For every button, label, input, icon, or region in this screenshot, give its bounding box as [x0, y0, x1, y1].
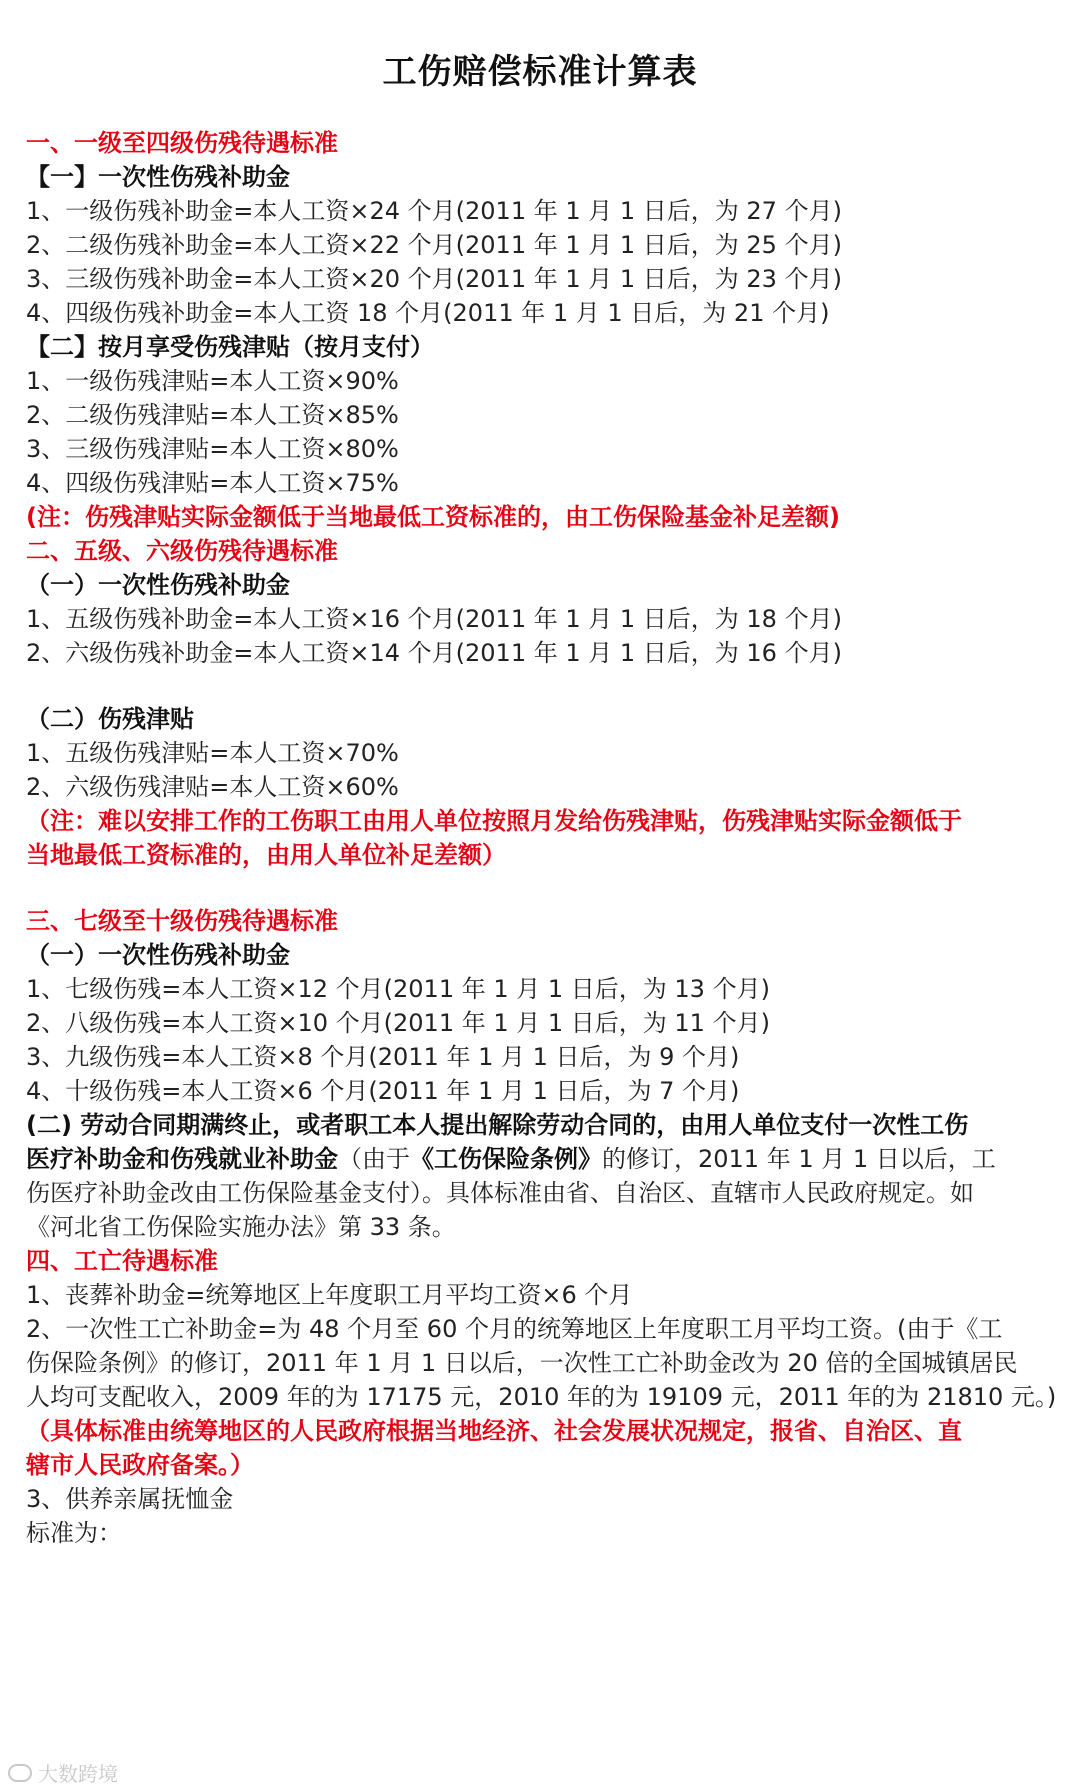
section-4-heading: 四、工亡待遇标准: [26, 1247, 218, 1275]
section-3-paragraph-line-4: 《河北省工伤保险实施办法》第 33 条。: [26, 1213, 456, 1241]
list-item-continuation: 伤保险条例》的修订，2011 年 1 月 1 日以后，一次性工亡补助金改为 20 倍的全国城镇居民: [26, 1349, 1018, 1377]
section-2-note-line-1: （注：难以安排工作的工伤职工由用人单位按照月发给伤残津贴，伤残津贴实际金额低于: [26, 807, 962, 835]
list-item: 1、七级伤残=本人工资×12 个月(2011 年 1 月 1 日后，为 13 个月): [26, 975, 770, 1003]
list-item: 2、一次性工亡补助金=为 48 个月至 60 个月的统筹地区上年度职工月平均工资。(由于《工: [26, 1315, 1003, 1343]
paragraph-bold-text: 医疗补助金和伤残就业补助金: [26, 1145, 338, 1173]
section-3-paragraph-line-3: 伤医疗补助金改由工伤保险基金支付）。具体标准由省、自治区、直辖市人民政府规定。如: [26, 1179, 974, 1207]
list-item: 1、五级伤残津贴=本人工资×70%: [26, 739, 399, 767]
section-3-heading: 三、七级至十级伤残待遇标准: [26, 907, 338, 935]
list-item: 2、二级伤残补助金=本人工资×22 个月(2011 年 1 月 1 日后，为 25 个月): [26, 231, 842, 259]
section-3-subheading-1: （一）一次性伤残补助金: [26, 941, 290, 969]
section-1-subheading-1: 【一】一次性伤残补助金: [26, 163, 290, 191]
list-item: 2、六级伤残津贴=本人工资×60%: [26, 773, 399, 801]
watermark-text: 大数跨境: [38, 1762, 118, 1786]
section-1-note: (注：伤残津贴实际金额低于当地最低工资标准的，由工伤保险基金补足差额): [26, 503, 840, 531]
list-item: 2、六级伤残补助金=本人工资×14 个月(2011 年 1 月 1 日后，为 16 个月): [26, 639, 842, 667]
list-item: 1、丧葬补助金=统筹地区上年度职工月平均工资×6 个月: [26, 1281, 633, 1309]
section-4-note-line-1: （具体标准由统筹地区的人民政府根据当地经济、社会发展状况规定，报省、自治区、直: [26, 1417, 962, 1445]
page-title: 工伤赔偿标准计算表: [382, 52, 698, 92]
section-2-subheading-1: （一）一次性伤残补助金: [26, 571, 290, 599]
list-item: 2、八级伤残=本人工资×10 个月(2011 年 1 月 1 日后，为 11 个月): [26, 1009, 770, 1037]
list-item: 3、三级伤残津贴=本人工资×80%: [26, 435, 399, 463]
list-item: 4、四级伤残补助金=本人工资 18 个月(2011 年 1 月 1 日后，为 21 个月): [26, 299, 830, 327]
section-2-subheading-2: （二）伤残津贴: [26, 705, 194, 733]
list-item-continuation: 人均可支配收入，2009 年的为 17175 元，2010 年的为 19109 元，2011 年的为 21810 元。): [26, 1383, 1057, 1411]
watermark: [8, 1758, 118, 1787]
list-item: 4、十级伤残=本人工资×6 个月(2011 年 1 月 1 日后，为 7 个月): [26, 1077, 740, 1105]
list-item: 1、五级伤残补助金=本人工资×16 个月(2011 年 1 月 1 日后，为 18 个月): [26, 605, 842, 633]
standard-label: 标准为：: [26, 1519, 122, 1547]
paragraph-bold-text: 《工伤保险条例》: [410, 1145, 602, 1173]
list-item: 1、一级伤残津贴=本人工资×90%: [26, 367, 399, 395]
list-item: 3、供养亲属抚恤金: [26, 1485, 234, 1513]
section-2-note-line-2: 当地最低工资标准的，由用人单位补足差额）: [26, 841, 506, 869]
list-item: 3、九级伤残=本人工资×8 个月(2011 年 1 月 1 日后，为 9 个月): [26, 1043, 740, 1071]
section-1-heading: 一、一级至四级伤残待遇标准: [26, 129, 338, 157]
watermark-logo-icon: [8, 1764, 32, 1782]
section-1-subheading-2: 【二】按月享受伤残津贴（按月支付）: [26, 333, 434, 361]
list-item: 3、三级伤残补助金=本人工资×20 个月(2011 年 1 月 1 日后，为 23 个月): [26, 265, 842, 293]
section-3-paragraph-line-2: [26, 1140, 1056, 1178]
paragraph-text: （由于: [338, 1145, 410, 1173]
section-3-paragraph-line-1: (二) 劳动合同期满终止，或者职工本人提出解除劳动合同的，由用人单位支付一次性工伤: [26, 1111, 969, 1139]
section-2-heading: 二、五级、六级伤残待遇标准: [26, 537, 338, 565]
paragraph-text: 的修订，2011 年 1 月 1 日以后，工: [602, 1145, 996, 1173]
list-item: 2、二级伤残津贴=本人工资×85%: [26, 401, 399, 429]
list-item: 4、四级伤残津贴=本人工资×75%: [26, 469, 399, 497]
section-4-note-line-2: 辖市人民政府备案。）: [26, 1451, 254, 1479]
list-item: 1、一级伤残补助金=本人工资×24 个月(2011 年 1 月 1 日后，为 27 个月): [26, 197, 842, 225]
